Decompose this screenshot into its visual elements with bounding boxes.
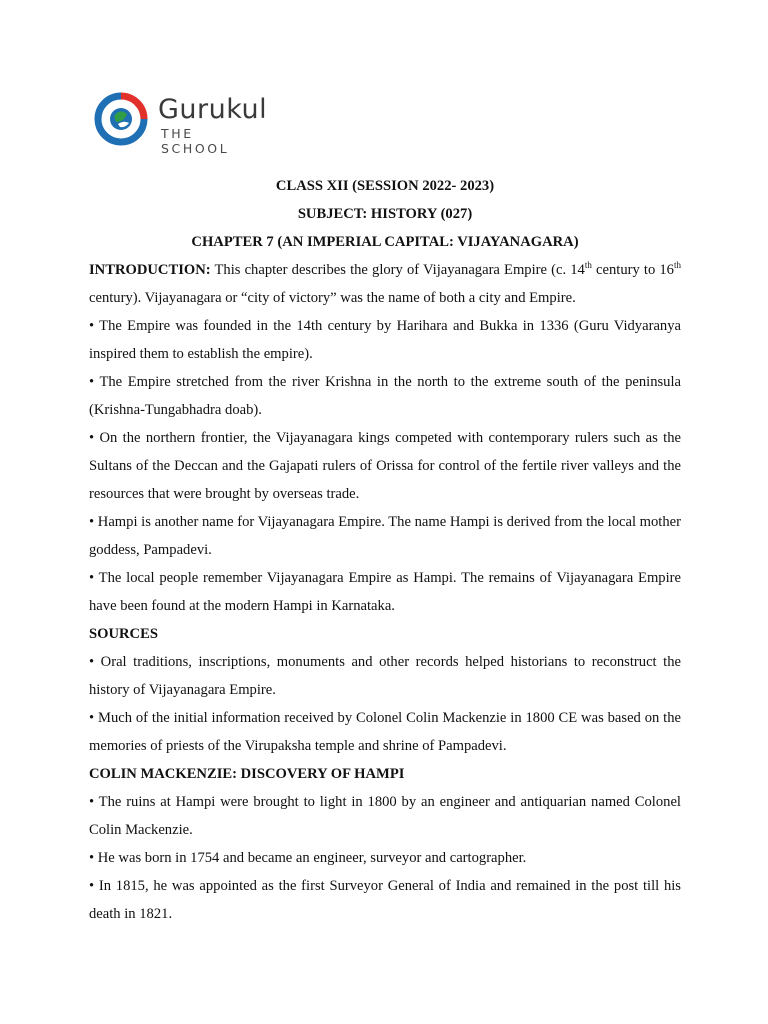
introduction-label: INTRODUCTION: — [89, 262, 211, 278]
introduction-paragraph: INTRODUCTION: This chapter describes the glory of Vijayanagara Empire (c. 14th century to 16th century). Vijayanagara or “city of victory” was the name of both a city and Empire. — [89, 260, 681, 306]
mackenzie-heading: COLIN MACKENZIE: DISCOVERY OF HAMPI — [89, 766, 405, 782]
bullet-mackenzie-information: • Much of the initial information received by Colonel Colin Mackenzie in 1800 CE was based on the memories of priests of the Virupaksha temple and shrine of Pampadevi. — [89, 710, 681, 754]
bullet-surveyor-general: • In 1815, he was appointed as the first Surveyor General of India and remained in the post till his death in 1821. — [89, 878, 681, 922]
bullet-oral-traditions: • Oral traditions, inscriptions, monuments and other records helped historians to reconstruct the history of Vijayanagara Empire. — [89, 654, 681, 698]
bullet-hampi-name: • Hampi is another name for Vijayanagara Empire. The name Hampi is derived from the local mother goddess, Pampadevi. — [89, 514, 681, 558]
document-body — [89, 172, 681, 928]
school-logo — [94, 92, 268, 156]
gurukul-emblem-icon — [94, 92, 148, 146]
bullet-founding: • The Empire was founded in the 14th century by Harihara and Bukka in 1336 (Guru Vidyaranya inspired them to establish the empire). — [89, 318, 681, 362]
logo-name: Gurukul — [158, 94, 268, 125]
bullet-extent: • The Empire stretched from the river Krishna in the north to the extreme south of the peninsula (Krishna-Tungabhadra doab). — [89, 374, 681, 418]
bullet-northern-frontier: • On the northern frontier, the Vijayanagara kings competed with contemporary rulers such as the Sultans of the Deccan and the Gajapati rulers of Orissa for control of the fertile river valleys and the resources that were brought by overseas trade. — [89, 430, 681, 502]
class-session-title: CLASS XII (SESSION 2022- 2023) — [275, 178, 495, 194]
bullet-hampi-remains: • The local people remember Vijayanagara Empire as Hampi. The remains of Vijayanagara Empire have been found at the modern Hampi in Karnataka. — [89, 570, 681, 614]
bullet-ruins-discovery: • The ruins at Hampi were brought to light in 1800 by an engineer and antiquarian named Colonel Colin Mackenzie. — [89, 794, 681, 838]
bullet-birth: • He was born in 1754 and became an engineer, surveyor and cartographer. — [89, 850, 527, 866]
chapter-title: CHAPTER 7 (AN IMPERIAL CAPITAL: VIJAYANAGARA) — [191, 234, 579, 250]
sources-heading: SOURCES — [89, 626, 158, 642]
logo-tagline: THE SCHOOL — [161, 126, 230, 156]
subject-title: SUBJECT: HISTORY (027) — [297, 206, 473, 222]
